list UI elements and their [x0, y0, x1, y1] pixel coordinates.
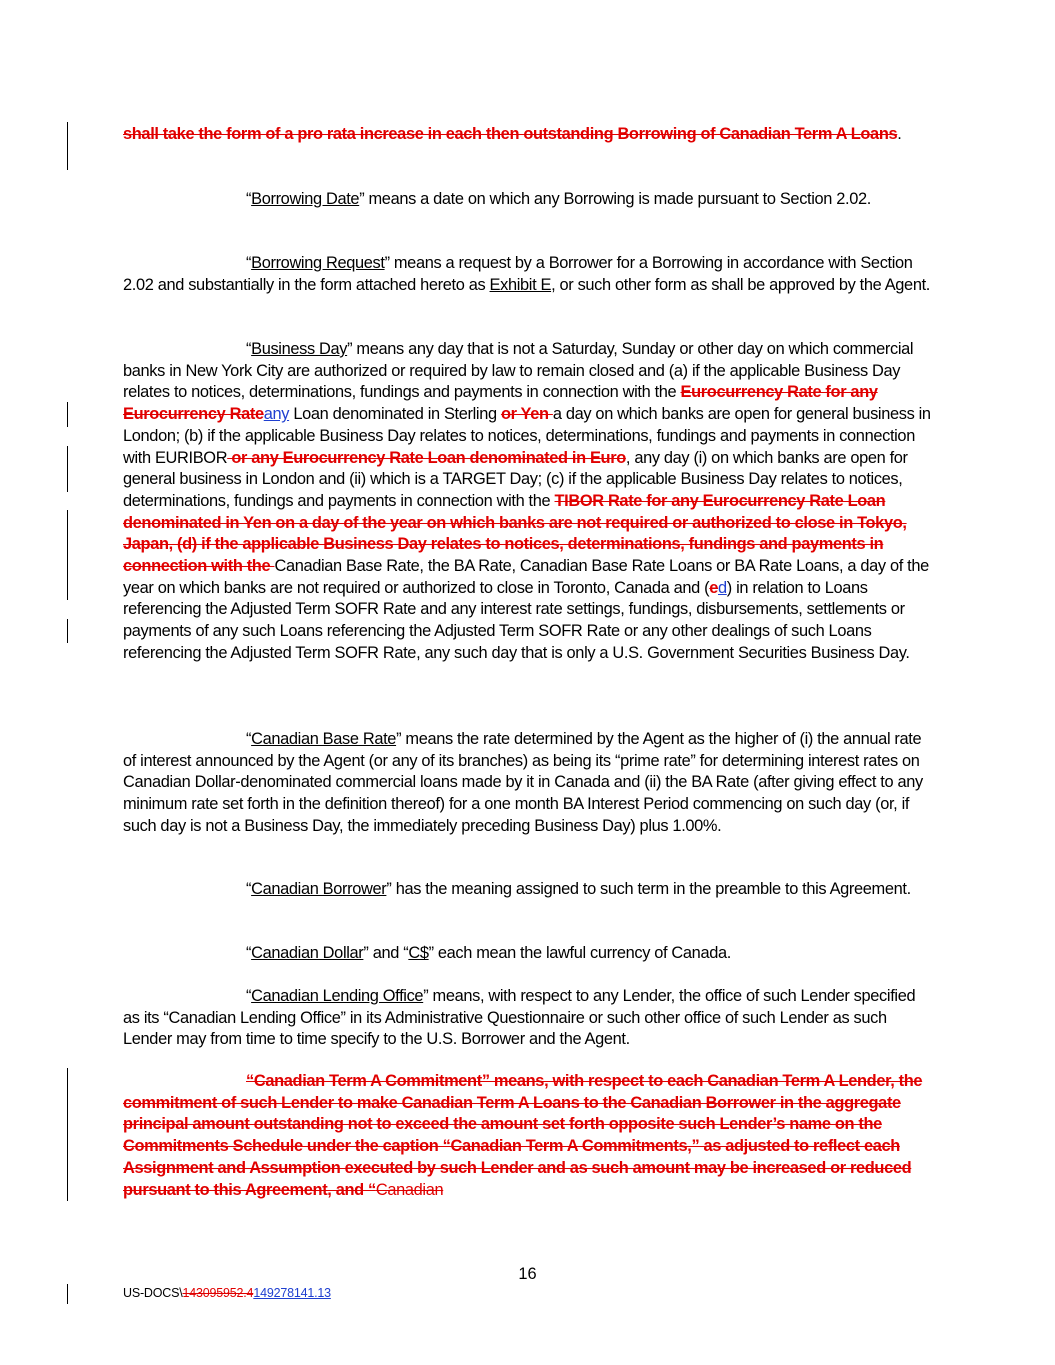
defined-term: C$: [408, 944, 429, 962]
definition-text: a day on which banks are open for general business in London; (b) if the applicable Business Day relates to notices, determinations, fundings and payments in connection with EURIBOR: [123, 405, 931, 467]
defined-term: Borrowing Request: [251, 254, 385, 272]
quote-mark: “: [246, 944, 252, 962]
definition-text: ” means the rate determined by the Agent as the higher of (i) the annual rate of interest announced by the Agent (or any of its branches) as being its “prime rate” for determining interest rates on Canadian Dollar-denominated commercial loans made by it in Canada and (ii) the BA Rate (after giving effect to any minimum rate set forth in the definition thereof) for a one month BA Interest Period commencing on such day (or, if such day is not a Business Day, the immediately preceding Business Day) plus 1.00%.: [123, 730, 923, 835]
document-id-footer: [123, 1286, 331, 1300]
definition-borrowing-request: [123, 253, 931, 296]
definition-text: ” means a date on which any Borrowing is made pursuant to Section 2.02.: [359, 190, 871, 208]
change-bar: [67, 1068, 68, 1201]
page-number: 16: [518, 1265, 537, 1283]
inserted-doc-id: 149278141.13: [253, 1286, 331, 1300]
deleted-text: TIBOR Rate for any Eurocurrency Rate Loan denominated in Yen on a day of the year on which banks are not required or authorized to close in Tokyo, Japan, (d) if the applicable Business Day relates to notices, determinations, fundings and payments in connection with the: [123, 491, 907, 576]
defined-term: Business Day: [251, 340, 348, 358]
definition-text: ” means a request by a Borrower for a Borrowing in accordance with Section 2.02 and substantially in the form attached hereto as: [123, 254, 913, 294]
change-bar: [67, 510, 68, 600]
defined-term: Canadian Base Rate: [251, 730, 397, 748]
deleted-text: or any Eurocurrency Rate Loan denominated in Euro: [227, 448, 626, 467]
deleted-text: shall take the form of a pro rata increase in each then outstanding Borrowing of Canadian Term A Loans: [123, 125, 898, 143]
deleted-text: “Canadian Term A Commitment” means, with respect to each Canadian Term A Lender, the commitment of such Lender to make Canadian Term A Loans to the Canadian Borrower in the aggregate principal amount outstanding not to exceed the amount set forth opposite such Lender’s name on the Commitments Schedule under the caption “Canadian Term A Commitments,” as adjusted to reflect each Assignment and Assumption executed by such Lender and as such amount may be increased or reduced pursuant to this Agreement, and “: [123, 1072, 923, 1199]
definition-text: ” means any day that is not a Saturday, Sunday or other day on which commercial banks in New York City are authorized or required by law to remain closed and (a) if the applicable Business Day relates to notices, determinations, fundings and payments in connection with the: [123, 340, 914, 402]
deleted-text: e: [709, 578, 719, 597]
definition-text: ” means, with respect to any Lender, the office of such Lender specified as its “Canadian Lending Office” in its Administrative Questionnaire or such other office of such Lender as such Lender may from time to time specify to the U.S. Borrower and the Agent.: [123, 987, 916, 1049]
definition-canadian-lending-office: [123, 986, 931, 1051]
quote-mark: “: [246, 880, 252, 898]
definition-text: ” and “: [363, 944, 409, 962]
deleted-doc-id: 143095952.4: [182, 1286, 254, 1300]
quote-mark: “: [246, 987, 252, 1005]
change-bar: [67, 1284, 68, 1304]
exhibit-reference: Exhibit E: [489, 275, 552, 294]
definition-canadian-term-a-commitment: [123, 1071, 931, 1201]
footer-prefix: US-DOCS\: [123, 1286, 183, 1300]
change-bar: [67, 446, 68, 492]
quote-mark: “: [246, 340, 252, 358]
defined-term: Canadian Borrower: [251, 880, 387, 898]
definition-borrowing-date: [123, 189, 931, 211]
deleted-text: or Yen: [500, 405, 553, 424]
definition-text: , any day (i) on which banks are open for general business in London and (ii) which is a TARGET Day; (c) if the applicable Business Day relates to notices, determinations, fundings and payments in connection with the: [123, 448, 908, 510]
definition-text: ) in relation to Loans referencing the Adjusted Term SOFR Rate and any interest rate settings, fundings, disbursements, settlements or payments of any such Loans referencing the Adjusted Term SOFR Rate or any other dealings of such Loans referencing the Adjusted Term SOFR Rate, any such day that is only a U.S. Government Securities Business Day.: [123, 578, 910, 662]
change-bar: [67, 619, 68, 643]
definition-text: Loan denominated in Sterling: [289, 405, 501, 424]
inserted-text: d: [718, 578, 727, 597]
quote-mark: “: [246, 254, 252, 272]
definition-canadian-dollar: [123, 943, 931, 965]
definition-canadian-borrower: [123, 879, 931, 901]
defined-term: Canadian Lending Office: [251, 987, 424, 1005]
definition-text: Canadian Base Rate, the BA Rate, Canadian Base Rate Loans or BA Rate Loans, a day of the year on which banks are not required or authorized to close in Toronto, Canada and (: [123, 557, 929, 597]
definition-text: ” each mean the lawful currency of Canada.: [428, 944, 731, 962]
definition-business-day: [123, 339, 931, 665]
definition-canadian-base-rate: [123, 729, 931, 838]
quote-mark: “: [246, 190, 252, 208]
text-run: .: [897, 125, 902, 143]
change-bar: [67, 122, 68, 170]
definition-text: ” has the meaning assigned to such term in the preamble to this Agreement.: [386, 880, 911, 898]
quote-mark: “: [246, 730, 252, 748]
deleted-text: Canadian: [375, 1180, 444, 1199]
change-bar: [67, 402, 68, 427]
definition-text: , or such other form as shall be approved by the Agent.: [551, 275, 930, 294]
inserted-text: any: [263, 405, 290, 424]
defined-term: Borrowing Date: [251, 190, 360, 208]
paragraph-continuation: [123, 124, 931, 146]
deleted-text: Eurocurrency Rate for any Eurocurrency Rate: [123, 383, 878, 424]
defined-term: Canadian Dollar: [251, 944, 364, 962]
